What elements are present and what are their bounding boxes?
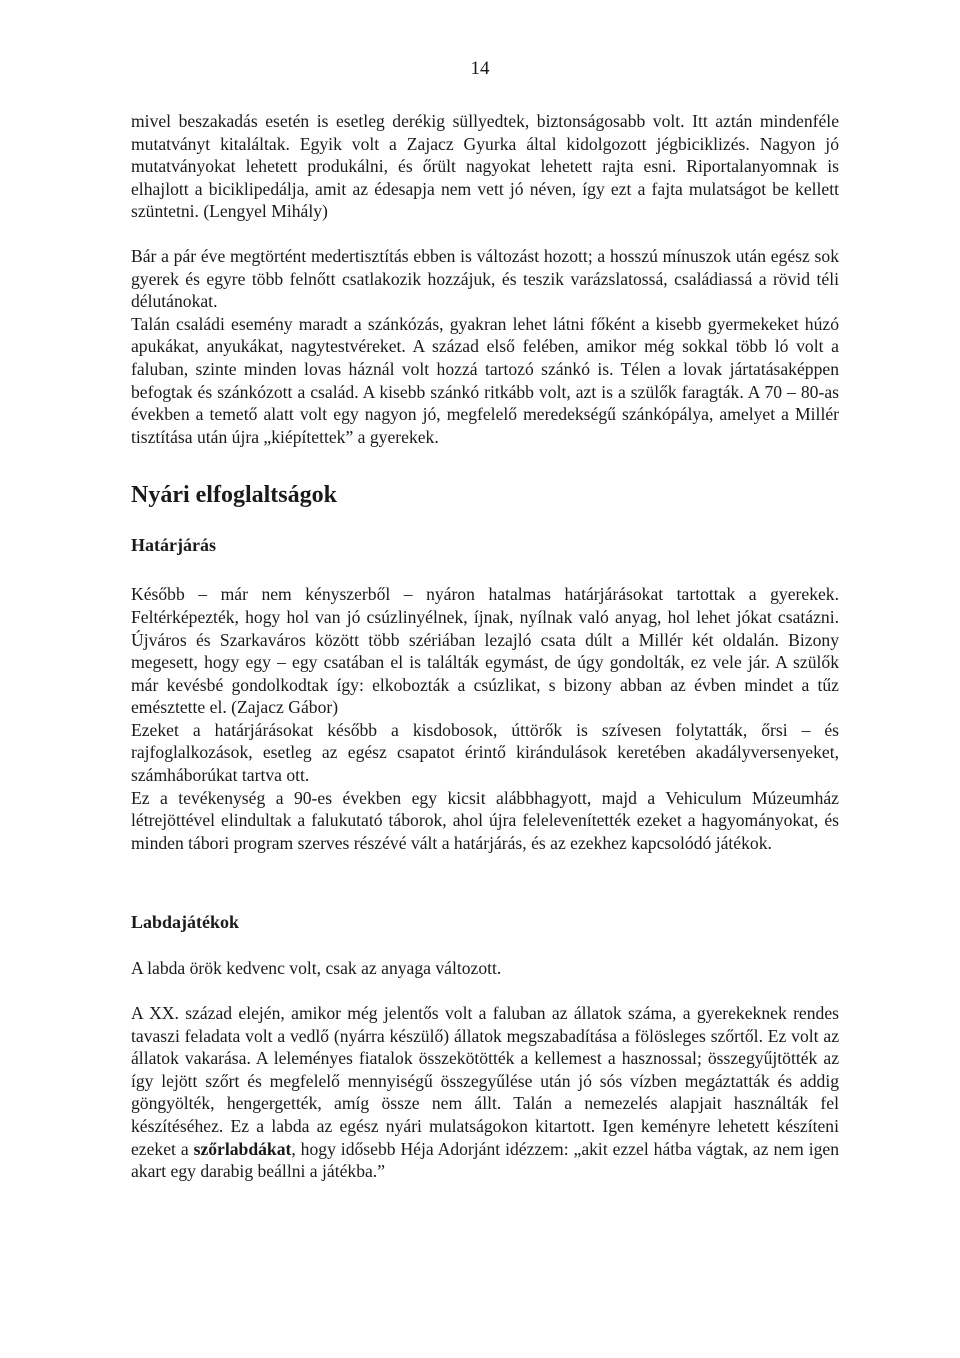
- subheading-labdajatekok: Labdajátékok: [131, 912, 240, 933]
- paragraph-labda-2-text-a: A XX. század elején, amikor még jelentős volt a faluban az állatok száma, a gyerekeknek rendes tavaszi feladata volt a vedlő (nyárra készülő) állatok megszabadítása a fölösleges szőrtől. Ez volt az állatok vakarása. A leleményes fiatalok összekötötték a kellemest a hasznossal; összegyűjtötték az így lejött szőrt és megfelelő mennyiségű összegyűlése után jó sós vízben megáztatták és addig göngyölték, hengergették, amíg össze nem állt. Talán a nemezelés alapjait használták fel készítéséhez. Ez a labda az egész nyári mulatságokon kitartott. Igen keményre lehetett készíteni ezeket a: [131, 1003, 839, 1159]
- section-heading-nyari: Nyári elfoglaltságok: [131, 482, 337, 509]
- paragraph-labda-2-text-b: , hogy idősebb Héja Adorjánt idézzem: „akit ezzel hátba vágtak, az nem igen akart egy darabig beállni a játékba.”: [131, 1138, 839, 1182]
- page-content: [131, 110, 839, 1183]
- paragraph-labda-1: A labda örök kedvenc volt, csak az anyaga változott.: [131, 958, 502, 979]
- paragraph-medertisztitas: Bár a pár éve megtörtént medertisztítás ebben is változást hozott; a hosszú mínuszok után egész sok gyerek és egyre több felnőtt csatlakozik hozzájuk, és teszik varázslatossá, családiassá a rövid téli délutánokat.: [131, 245, 839, 312]
- paragraph-labda-2: [131, 1002, 839, 1183]
- paragraph-labda-2-bold: szőrlabdákat: [193, 1138, 292, 1159]
- paragraph-hatarjaras-1: Később – már nem kényszerből – nyáron hatalmas határjárásokat tartottak a gyerekek. Feltérképezték, hogy hol van jó csúzlinyélnek, íjnak, nyílnak való anyag, hol lehet jókat csatázni. Újváros és Szarkaváros között több szériában lezajló csata dúlt a Millér két oldalán. Bizony megesett, hogy egy – egy csatában el is találták egymást, de úgy gondolták, ez vele jár. A szülők már kevésbé gondolkodtak így: elkobozták a csúzlikat, s bizony abban az évben mindet a tűz emésztette el. (Zajacz Gábor): [131, 584, 839, 718]
- paragraph-jegbiciklizes: mivel beszakadás esetén is esetleg derékig süllyedtek, biztonságosabb volt. Itt aztán mindenféle mutatványt kitaláltak. Egyik volt a Zajacz Gyurka által kidolgozott jégbiciklizés. Nagyon jó mutatványokat lehetett produkálni, és őrült nagyokat lehetett rajta esni. Riportalanyomnak is elhajlott a biciklipedálja, amit az édesapja nem vett jó néven, így ezt a fajta mulatságot be kellett szüntetni. (Lengyel Mihály): [131, 111, 839, 222]
- paragraph-hatarjaras-3: Ez a tevékenység a 90-es években egy kicsit alábbhagyott, majd a Vehiculum Múzeumház létrejöttével elindultak a falukutató táborok, ahol újra felelevenítették ezeket a hagyományokat, és minden tábori program szerves részévé vált a határjárás, és az ezekhez kapcsolódó játékok.: [131, 787, 839, 853]
- page-number: 14: [470, 58, 490, 79]
- subheading-hatarjaras: Határjárás: [131, 535, 216, 556]
- paragraph-szankozas: Talán családi esemény maradt a szánkózás, gyakran lehet látni főként a kisebb gyermekeket húzó apukákat, anyukákat, nagytestvéreket. A század első felében, amikor még sokkal több ló volt a faluban, szinte minden lovas háznál volt hozzá tartozó szánkó is. Télen a lovak jártatásaképpen befogtak és szánkózott a család. A kisebb szánkó ritkább volt, azt is a szülők faragták. A 70 – 80-as években a temető alatt volt egy nagyon jó, megfelelő meredekségű szánkópálya, amelyet a Millér tisztítása után újra „kiépítettek” a gyerekek.: [131, 313, 839, 447]
- paragraph-hatarjaras-2: Ezeket a határjárásokat később a kisdobosok, úttörők is szívesen folytatták, őrsi – és rajfoglalkozások, esetleg az egész csapatot érintő kirándulások keretében akadályversenyeket, számháborúkat tartva ott.: [131, 719, 839, 786]
